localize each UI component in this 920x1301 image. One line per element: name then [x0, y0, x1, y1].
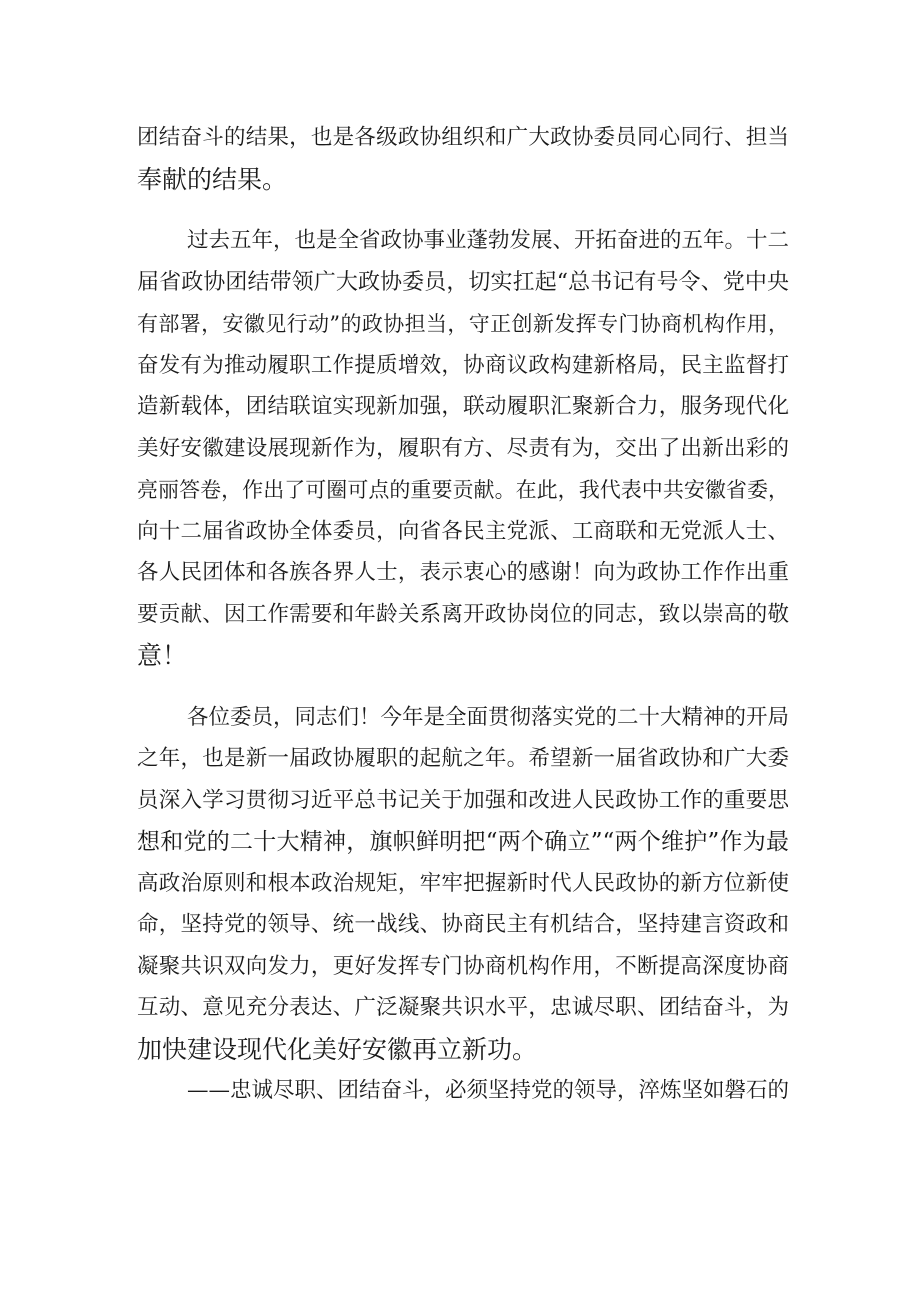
body-text-line: 之年，也是新一届政协履职的起航之年。希望新一届省政协和广大委 — [137, 746, 789, 771]
body-text-line: 意！ — [137, 641, 188, 670]
body-text-line: 亮丽答卷，作出了可圈可点的重要贡献。在此，我代表中共安徽省委， — [137, 478, 789, 502]
body-text-line: 凝聚共识双向发力，更好发挥专门协商机构作用，不断提高深度协商 — [137, 954, 789, 979]
body-text-line: 命，坚持党的领导、统一战线、协商民主有机结合，坚持建言资政和 — [137, 912, 789, 937]
body-text-line: 向十二届省政协全体委员，向省各民主党派、工商联和无党派人士、 — [137, 519, 789, 544]
body-text-line: 奋发有为推动履职工作提质增效，协商议政构建新格局，民主监督打 — [137, 353, 789, 378]
body-text-line: 各位委员，同志们！今年是全面贯彻落实党的二十大精神的开局 — [187, 705, 790, 730]
body-text-line: 奉献的结果。 — [137, 165, 288, 194]
body-text-line: 有部署，安徽见行动”的政协担当，守正创新发挥专门协商机构作用， — [137, 312, 789, 336]
body-text-line: 各人民团体和各族各界人士，表示衷心的感谢！向为政协工作作出重 — [137, 560, 789, 585]
body-text-line: 加快建设现代化美好安徽再立新功。 — [137, 1035, 538, 1064]
body-text-line: 互动、意见充分表达、广泛凝聚共识水平，忠诚尽职、团结奋斗，为 — [137, 995, 789, 1020]
body-text-line: 要贡献、因工作需要和年龄关系离开政协岗位的同志，致以崇高的敬 — [137, 602, 789, 627]
body-text-line: 美好安徽建设展现新作为，履职有方、尽责有为，交出了出新出彩的 — [137, 436, 789, 461]
body-text-line: 过去五年，也是全省政协事业蓬勃发展、开拓奋进的五年。十二 — [187, 228, 790, 253]
body-text-line: 团结奋斗的结果，也是各级政协组织和广大政协委员同心同行、担当 — [137, 125, 789, 150]
body-text-line: 届省政协团结带领广大政协委员，切实扛起“总书记有号令、党中央 — [137, 270, 789, 295]
body-text-line: 员深入学习贯彻习近平总书记关于加强和改进人民政协工作的重要思 — [137, 788, 789, 813]
body-text-line: ——忠诚尽职、团结奋斗，必须坚持党的领导，淬炼坚如磐石的 — [187, 1078, 790, 1103]
body-text-line: 想和党的二十大精神，旗帜鲜明把“两个确立”“两个维护”作为最 — [137, 829, 789, 855]
body-text-line: 造新载体，团结联谊实现新加强，联动履职汇聚新合力，服务现代化 — [137, 394, 789, 419]
body-text-line: 高政治原则和根本政治规矩，牢牢把握新时代人民政协的新方位新使 — [137, 871, 789, 896]
